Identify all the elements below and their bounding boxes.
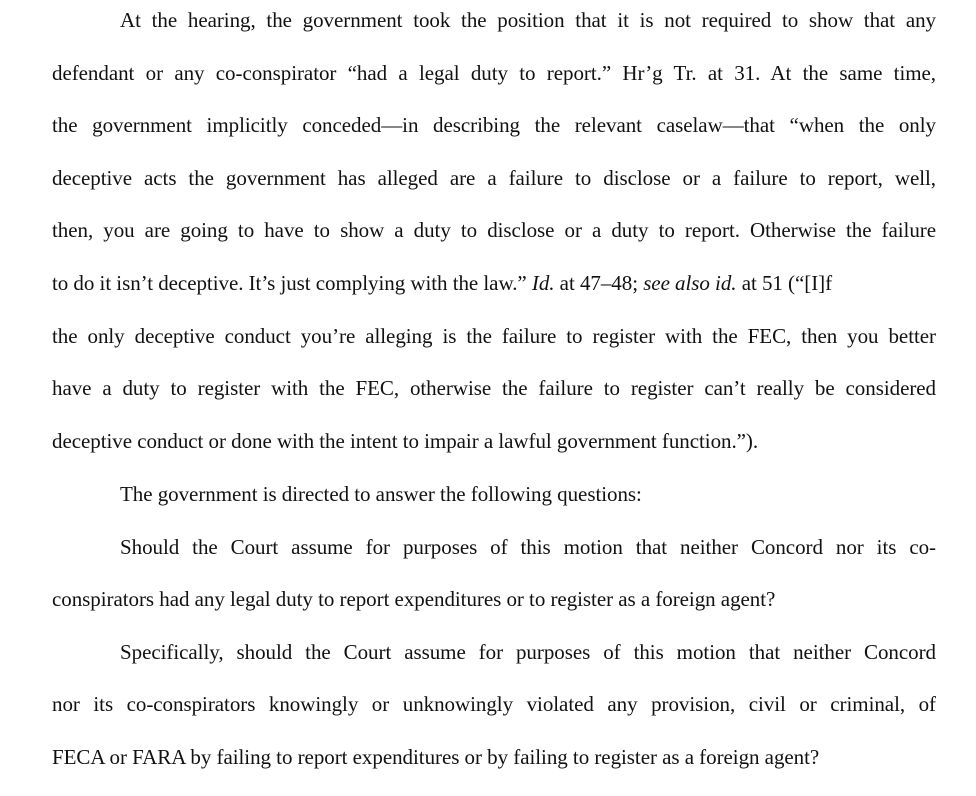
- paragraph-1-line-1: At the hearing, the government took the position that it is not required to show that any: [120, 8, 936, 32]
- paragraph-1-line-6: to do it isn’t deceptive. It’s just complying with the law.” Id. at 47–48; see also id. at 51 (“[I]f: [52, 271, 833, 295]
- paragraph-4-line-3: FECA or FARA by failing to report expenditures or by failing to register as a foreign agent?: [52, 745, 820, 769]
- paragraph-3-line-1: Should the Court assume for purposes of this motion that neither Concord nor its co-: [120, 535, 936, 559]
- paragraph-1-line-5: then, you are going to have to show a duty to disclose or a duty to report. Otherwise the failure: [52, 218, 936, 242]
- paragraph-2-line-1: The government is directed to answer the following questions:: [120, 482, 642, 506]
- paragraph-4-line-2: nor its co-conspirators knowingly or unknowingly violated any provision, civil or criminal, of: [52, 692, 936, 716]
- paragraph-1-line-4: deceptive acts the government has alleged are a failure to disclose or a failure to report, well,: [52, 166, 936, 190]
- citation-see-also-id: see also id.: [643, 271, 737, 295]
- paragraph-1-line-9: deceptive conduct or done with the intent to impair a lawful government function.”).: [52, 429, 759, 453]
- citation-id: Id.: [531, 271, 555, 295]
- paragraph-1-line-7: the only deceptive conduct you’re alleging is the failure to register with the FEC, then you better: [52, 324, 936, 348]
- paragraph-1-line-8: have a duty to register with the FEC, otherwise the failure to register can’t really be considered: [52, 376, 936, 400]
- paragraph-4-line-1: Specifically, should the Court assume for purposes of this motion that neither Concord: [120, 640, 936, 664]
- paragraph-1-line-3: the government implicitly conceded—in describing the relevant caselaw—that “when the only: [52, 113, 936, 137]
- paragraph-1-line-2: defendant or any co-conspirator “had a legal duty to report.” Hr’g Tr. at 31. At the same time,: [52, 61, 936, 85]
- paragraph-3-line-2: conspirators had any legal duty to report expenditures or to register as a foreign agent?: [52, 587, 776, 611]
